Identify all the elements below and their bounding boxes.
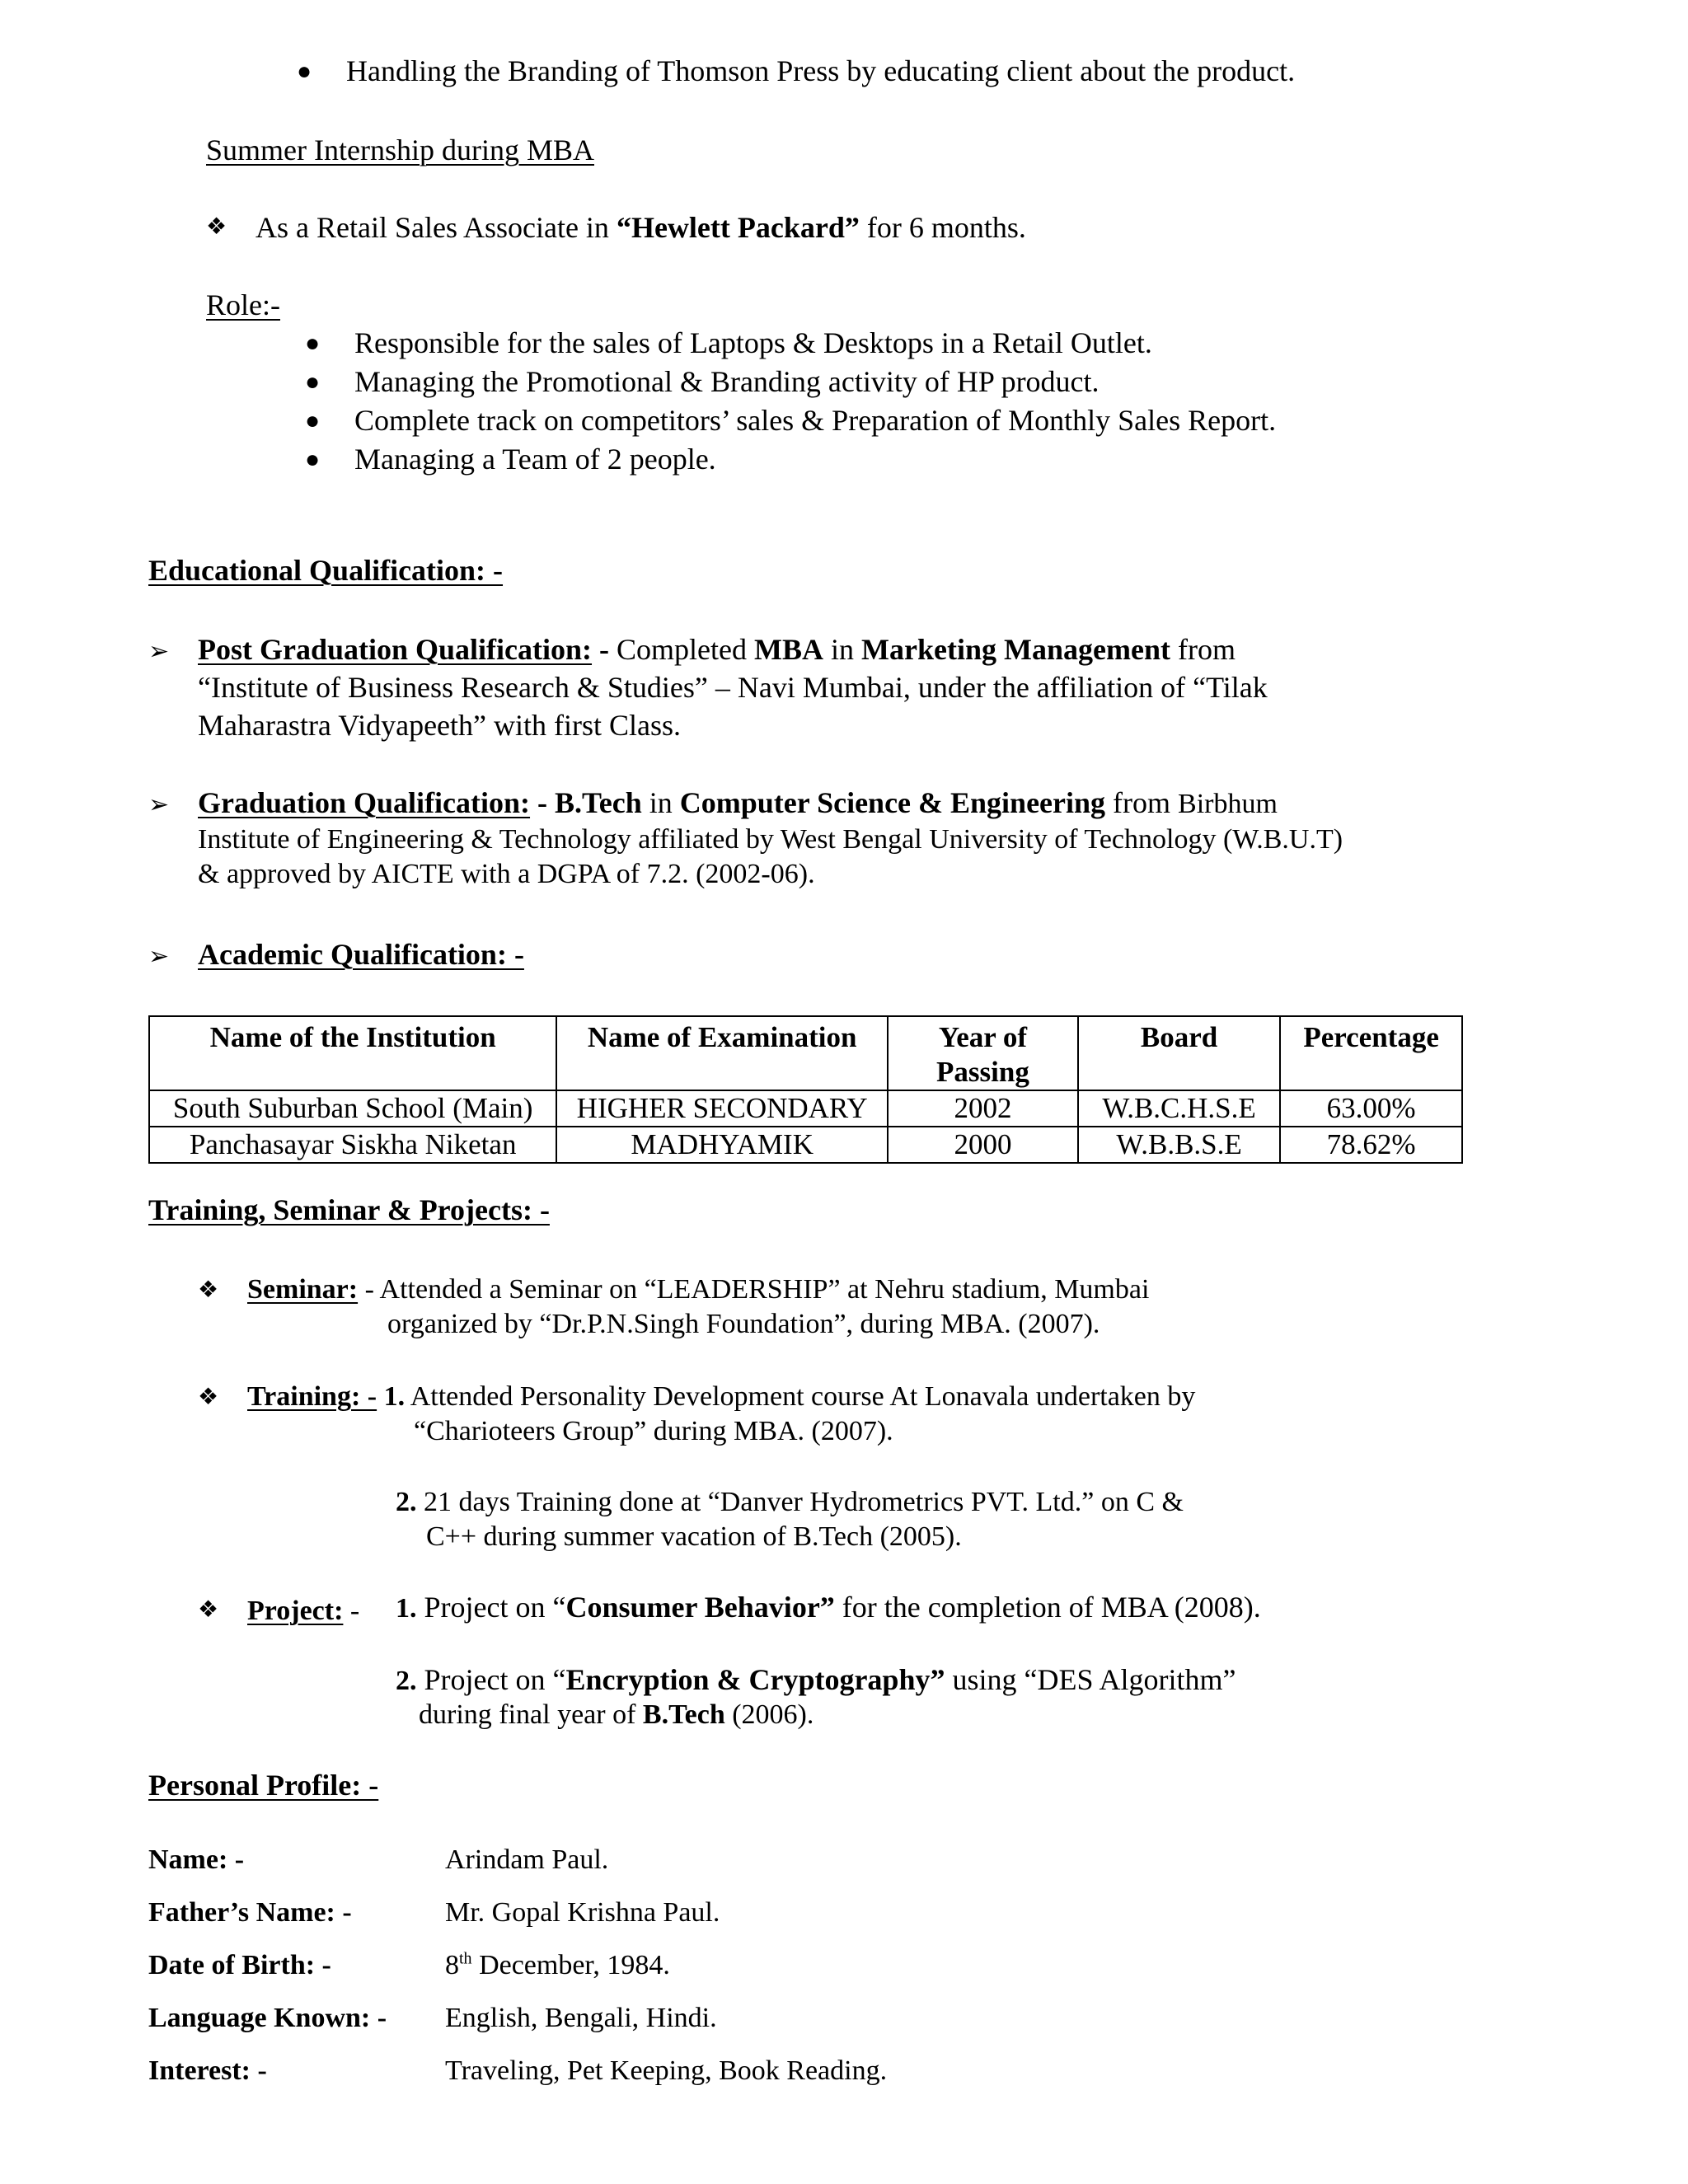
father-label: Father’s Name: - xyxy=(148,1897,352,1928)
grad-line3: & approved by AICTE with a DGPA of 7.2. (2002-06). xyxy=(198,859,815,889)
table-cell: South Suburban School (Main) xyxy=(149,1090,556,1127)
father-value: Mr. Gopal Krishna Paul. xyxy=(445,1897,720,1928)
training2-line1: 2. 21 days Training done at “Danver Hydrometrics PVT. Ltd.” on C & xyxy=(396,1487,1184,1517)
diamond-bullet-icon: ❖ xyxy=(198,1597,219,1623)
table-cell: 2002 xyxy=(888,1090,1078,1127)
academic-table xyxy=(148,1015,1463,1164)
project2-line2: during final year of B.Tech (2006). xyxy=(419,1699,814,1730)
bullet-icon: ● xyxy=(297,58,312,85)
table-cell: W.B.B.S.E xyxy=(1078,1127,1280,1163)
dob-label: Date of Birth: - xyxy=(148,1950,331,1980)
education-heading: Educational Qualification: - xyxy=(148,554,504,587)
arrowhead-bullet-icon: ➢ xyxy=(148,791,170,818)
language-label: Language Known: - xyxy=(148,2003,387,2033)
column-header: Board xyxy=(1078,1016,1280,1090)
bullet-icon: ● xyxy=(305,330,321,357)
internship-line: As a Retail Sales Associate in “Hewlett Packard” for 6 months. xyxy=(256,211,1026,244)
seminar-line1: Seminar: - Attended a Seminar on “LEADERSHIP” at Nehru stadium, Mumbai xyxy=(247,1274,1150,1305)
project2-line1: 2. Project on “Encryption & Cryptography” using “DES Algorithm” xyxy=(396,1663,1236,1696)
table-cell: 78.62% xyxy=(1280,1127,1462,1163)
table-header-row xyxy=(149,1016,1462,1090)
interest-value: Traveling, Pet Keeping, Book Reading. xyxy=(445,2055,888,2086)
grad-line1: Graduation Qualification: - B.Tech in Computer Science & Engineering from Birbhum xyxy=(198,786,1278,819)
seminar-line2: organized by “Dr.P.N.Singh Foundation”, during MBA. (2007). xyxy=(387,1309,1100,1339)
training-heading: Training, Seminar & Projects: - xyxy=(148,1193,550,1226)
column-header: Name of the Institution xyxy=(149,1016,556,1090)
training2-line2: C++ during summer vacation of B.Tech (2005). xyxy=(426,1521,962,1552)
name-value: Arindam Paul. xyxy=(445,1844,609,1875)
grad-line2: Institute of Engineering & Technology affiliated by West Bengal University of Technology (W.B.U.T) xyxy=(198,824,1343,855)
internship-heading: Summer Internship during MBA xyxy=(206,134,594,166)
table-row xyxy=(149,1127,1462,1163)
role-item: Managing a Team of 2 people. xyxy=(354,443,716,476)
bullet-icon: ● xyxy=(305,407,321,434)
role-item: Responsible for the sales of Laptops & Desktops in a Retail Outlet. xyxy=(354,326,1152,359)
role-item: Managing the Promotional & Branding activity of HP product. xyxy=(354,365,1100,398)
table-cell: 2000 xyxy=(888,1127,1078,1163)
pg-line3: Maharastra Vidyapeeth” with first Class. xyxy=(198,709,682,742)
diamond-bullet-icon: ❖ xyxy=(206,214,227,240)
diamond-bullet-icon: ❖ xyxy=(198,1385,219,1410)
top-bullet xyxy=(297,51,312,88)
table-cell: HIGHER SECONDARY xyxy=(556,1090,888,1127)
academic-label: Academic Qualification: - xyxy=(198,938,524,971)
arrowhead-bullet-icon: ➢ xyxy=(148,638,170,665)
top-bullet-text: Handling the Branding of Thomson Press by educating client about the product. xyxy=(346,54,1296,87)
name-label: Name: - xyxy=(148,1844,245,1875)
bullet-icon: ● xyxy=(305,368,321,396)
role-item: Complete track on competitors’ sales & Preparation of Monthly Sales Report. xyxy=(354,404,1277,437)
table-row xyxy=(149,1090,1462,1127)
role-label: Role:- xyxy=(206,288,280,321)
table-cell: 63.00% xyxy=(1280,1090,1462,1127)
project-label-line: Project: - xyxy=(247,1596,360,1626)
pg-line2: “Institute of Business Research & Studies” – Navi Mumbai, under the affiliation of “Tilak xyxy=(198,671,1268,704)
dob-value: 8th December, 1984. xyxy=(445,1949,670,1980)
personal-heading: Personal Profile: - xyxy=(148,1769,379,1802)
arrowhead-bullet-icon: ➢ xyxy=(148,943,170,970)
table-cell: W.B.C.H.S.E xyxy=(1078,1090,1280,1127)
training-line1: Training: - 1. Attended Personality Development course At Lonavala undertaken by xyxy=(247,1381,1196,1412)
project1-line: 1. Project on “Consumer Behavior” for the completion of MBA (2008). xyxy=(396,1591,1261,1624)
training-line2: “Charioteers Group” during MBA. (2007). xyxy=(414,1416,893,1446)
column-header: Percentage xyxy=(1280,1016,1462,1090)
table-cell: Panchasayar Siskha Niketan xyxy=(149,1127,556,1163)
pg-line1: Post Graduation Qualification: - Completed MBA in Marketing Management from xyxy=(198,633,1236,666)
diamond-bullet-icon: ❖ xyxy=(198,1277,219,1303)
table-cell: MADHYAMIK xyxy=(556,1127,888,1163)
bullet-icon: ● xyxy=(305,446,321,473)
language-value: English, Bengali, Hindi. xyxy=(445,2003,717,2033)
interest-label: Interest: - xyxy=(148,2055,267,2086)
column-header: Year of Passing xyxy=(888,1016,1078,1090)
column-header: Name of Examination xyxy=(556,1016,888,1090)
